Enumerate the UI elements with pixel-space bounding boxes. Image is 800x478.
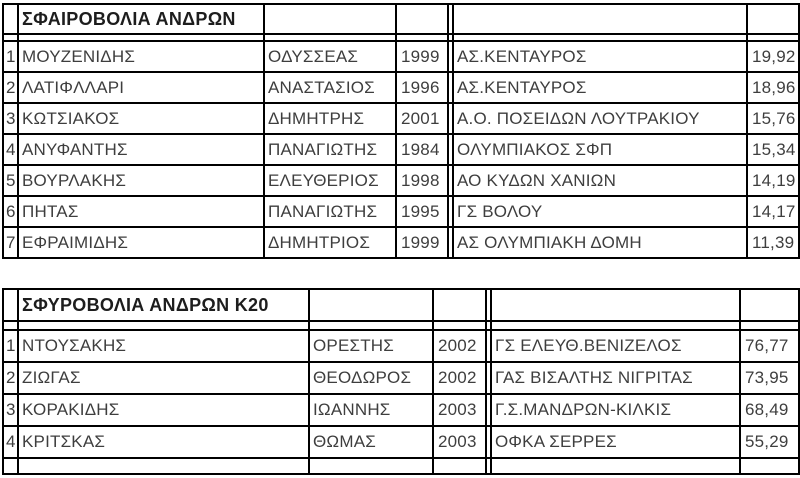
empty-cell — [491, 321, 740, 330]
year-cell: 1995 — [396, 196, 448, 227]
surname-cell: ΝΤΟΥΣΑΚΗΣ — [18, 330, 309, 362]
mark-cell: 55,29 — [740, 426, 799, 458]
clipped-next-row — [3, 458, 799, 474]
surname-cell: ΚΟΡΑΚΙΔΗΣ — [18, 394, 309, 426]
empty-cell — [18, 458, 309, 474]
rank-cell: 1 — [3, 41, 18, 72]
separator-row — [3, 34, 799, 41]
rank-cell: 4 — [3, 426, 18, 458]
empty-cell — [396, 34, 448, 41]
table-row — [3, 227, 799, 258]
mark-cell: 18,96 — [747, 72, 799, 103]
empty-cell — [3, 321, 18, 330]
club-cell: ΑΣ.ΚΕΝΤΑΥΡΟΣ — [453, 72, 747, 103]
empty-cell — [433, 321, 486, 330]
firstname-cell: ΘΕΟΔΩΡΟΣ — [309, 362, 433, 394]
empty-cell — [740, 321, 799, 330]
firstname-cell: ΕΛΕΥΘΕΡΙΟΣ — [264, 165, 396, 196]
header-year-cell — [433, 289, 486, 321]
year-cell: 1999 — [396, 41, 448, 72]
section-header-row — [3, 289, 799, 321]
year-cell: 1999 — [396, 227, 448, 258]
header-firstname-cell — [309, 289, 433, 321]
surname-cell: ΑΝΥΦΑΝΤΗΣ — [18, 134, 264, 165]
header-mark-cell — [740, 289, 799, 321]
rank-cell: 2 — [3, 362, 18, 394]
header-club-cell — [453, 4, 747, 34]
header-firstname-cell — [264, 4, 396, 34]
header-year-cell — [396, 4, 448, 34]
table-shot-put-men — [2, 3, 800, 259]
surname-cell: ΖΙΩΓΑΣ — [18, 362, 309, 394]
header-rank-cell — [3, 4, 18, 34]
empty-cell — [433, 458, 486, 474]
firstname-cell: ΘΩΜΑΣ — [309, 426, 433, 458]
club-cell: ΓΣ ΒΟΛΟΥ — [453, 196, 747, 227]
table-row — [3, 426, 799, 458]
empty-cell — [747, 34, 799, 41]
club-cell: ΑΣ ΟΛΥΜΠΙΑΚΗ ΔΟΜΗ — [453, 227, 747, 258]
year-cell: 1984 — [396, 134, 448, 165]
firstname-cell: ΠΑΝΑΓΙΩΤΗΣ — [264, 134, 396, 165]
club-cell: ΑΣ.ΚΕΝΤΑΥΡΟΣ — [453, 41, 747, 72]
empty-cell — [3, 34, 18, 41]
year-cell: 2002 — [433, 330, 486, 362]
mark-cell: 19,92 — [747, 41, 799, 72]
club-cell: ΓΑΣ ΒΙΣΑΛΤΗΣ ΝΙΓΡΙΤΑΣ — [491, 362, 740, 394]
header-club-cell — [491, 289, 740, 321]
firstname-cell: ΠΑΝΑΓΙΩΤΗΣ — [264, 196, 396, 227]
section-title: ΣΦΥΡΟΒΟΛΙΑ ΑΝΔΡΩΝ Κ20 — [18, 289, 309, 321]
mark-cell: 14,17 — [747, 196, 799, 227]
table-row — [3, 72, 799, 103]
rank-cell: 1 — [3, 330, 18, 362]
club-cell: ΟΦΚΑ ΣΕΡΡΕΣ — [491, 426, 740, 458]
surname-cell: ΚΡΙΤΣΚΑΣ — [18, 426, 309, 458]
empty-cell — [3, 458, 18, 474]
mark-cell: 11,39 — [747, 227, 799, 258]
separator-row — [3, 321, 799, 330]
mark-cell: 15,76 — [747, 103, 799, 134]
empty-cell — [740, 458, 799, 474]
rank-cell: 4 — [3, 134, 18, 165]
empty-cell — [453, 34, 747, 41]
surname-cell: ΚΩΤΣΙΑΚΟΣ — [18, 103, 264, 134]
section-header-row — [3, 4, 799, 34]
section-title: ΣΦΑΙΡΟΒΟΛΙΑ ΑΝΔΡΩΝ — [18, 4, 264, 34]
firstname-cell: ΑΝΑΣΤΑΣΙΟΣ — [264, 72, 396, 103]
rank-cell: 2 — [3, 72, 18, 103]
firstname-cell: ΟΡΕΣΤΗΣ — [309, 330, 433, 362]
empty-cell — [309, 321, 433, 330]
surname-cell: ΜΟΥΖΕΝΙΔΗΣ — [18, 41, 264, 72]
table-row — [3, 362, 799, 394]
club-cell: Γ.Σ.ΜΑΝΔΡΩΝ-ΚΙΛΚΙΣ — [491, 394, 740, 426]
table-row — [3, 103, 799, 134]
firstname-cell: ΟΔΥΣΣΕΑΣ — [264, 41, 396, 72]
mark-cell: 14,19 — [747, 165, 799, 196]
firstname-cell: ΔΗΜΗΤΡΗΣ — [264, 103, 396, 134]
year-cell: 1996 — [396, 72, 448, 103]
empty-cell — [18, 34, 264, 41]
rank-cell: 5 — [3, 165, 18, 196]
header-rank-cell — [3, 289, 18, 321]
table-row — [3, 134, 799, 165]
empty-cell — [264, 34, 396, 41]
table-row — [3, 196, 799, 227]
club-cell: Α.Ο. ΠΟΣΕΙΔΩΝ ΛΟΥΤΡΑΚΙΟΥ — [453, 103, 747, 134]
table-row — [3, 41, 799, 72]
header-mark-cell — [747, 4, 799, 34]
mark-cell: 15,34 — [747, 134, 799, 165]
firstname-cell: ΔΗΜΗΤΡΙΟΣ — [264, 227, 396, 258]
year-cell: 2002 — [433, 362, 486, 394]
empty-cell — [18, 321, 309, 330]
empty-cell — [491, 458, 740, 474]
year-cell: 2001 — [396, 103, 448, 134]
year-cell: 1998 — [396, 165, 448, 196]
year-cell: 2003 — [433, 394, 486, 426]
surname-cell: ΕΦΡΑΙΜΙΔΗΣ — [18, 227, 264, 258]
club-cell: ΑΟ ΚΥΔΩΝ ΧΑΝΙΩΝ — [453, 165, 747, 196]
table-row — [3, 165, 799, 196]
rank-cell: 3 — [3, 394, 18, 426]
rank-cell: 7 — [3, 227, 18, 258]
mark-cell: 73,95 — [740, 362, 799, 394]
table-row — [3, 330, 799, 362]
empty-cell — [309, 458, 433, 474]
mark-cell: 76,77 — [740, 330, 799, 362]
year-cell: 2003 — [433, 426, 486, 458]
rank-cell: 6 — [3, 196, 18, 227]
surname-cell: ΠΗΤΑΣ — [18, 196, 264, 227]
table-hammer-throw-men-u20 — [2, 288, 800, 475]
club-cell: ΓΣ ΕΛΕΥΘ.ΒΕΝΙΖΕΛΟΣ — [491, 330, 740, 362]
firstname-cell: ΙΩΑΝΝΗΣ — [309, 394, 433, 426]
table-row — [3, 394, 799, 426]
mark-cell: 68,49 — [740, 394, 799, 426]
rank-cell: 3 — [3, 103, 18, 134]
club-cell: ΟΛΥΜΠΙΑΚΟΣ ΣΦΠ — [453, 134, 747, 165]
surname-cell: ΛΑΤΙΦΛΛΑΡΙ — [18, 72, 264, 103]
surname-cell: ΒΟΥΡΛΑΚΗΣ — [18, 165, 264, 196]
